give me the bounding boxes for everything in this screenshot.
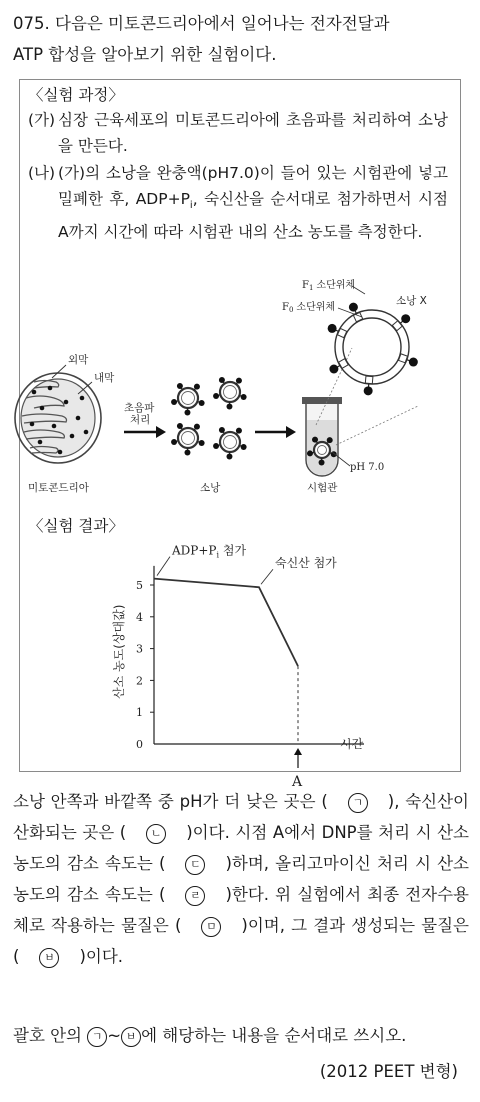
y-tick-label: 4 — [136, 610, 143, 624]
circled-mark-start: ㄱ — [87, 1027, 107, 1047]
y-axis-label: 산소 농도(상대값) — [112, 604, 126, 699]
y-tick-label: 5 — [136, 579, 143, 592]
f1-label: $F_1$ 소단위체 — [302, 280, 356, 292]
instruction-tilde: ~ — [107, 1026, 122, 1045]
annotation-adp: $ADP+P_i$ 첨가 — [172, 543, 247, 560]
step-a-text: 심장 근육세포의 미토콘드리아에 초음파를 처리하여 소낭을 만든다. — [58, 111, 448, 155]
paragraph-text-4: )하며, 올리고마이신 처리 시 산소 농도의 감소 속도는 ( — [13, 854, 470, 904]
y-tick-label: 1 — [136, 706, 143, 720]
up-arrow-icon — [294, 748, 302, 755]
question-text-line2: ATP 합성을 알아보기 위한 실험이다. — [13, 45, 277, 64]
sonication-label-line1: 초음파 — [124, 402, 155, 414]
marker-label: A — [292, 774, 303, 790]
process-header: 〈실험 과정〉 — [28, 86, 124, 104]
question-paragraph — [13, 786, 469, 972]
blank-6 — [19, 941, 79, 972]
inner-membrane-label: 내막 — [94, 372, 115, 384]
test-tube-label: 시험관 — [307, 482, 338, 494]
oxygen-chart — [20, 80, 460, 790]
circled-mark-2: ㄴ — [146, 824, 166, 844]
source-citation: (2012 PEET 변형) — [319, 1062, 458, 1081]
step-b-text-post: , 숙신산을 순서대로 첨가하면서 시점 A까지 시간에 따라 시험관 내의 산소 농도를 측정한다. — [58, 190, 448, 242]
paragraph-text-7: )이다. — [79, 947, 123, 966]
sonication-label-line2: 처리 — [130, 414, 151, 426]
instruction — [13, 1022, 406, 1047]
blank-2 — [126, 817, 186, 848]
mitochondria-label: 미토콘드리아 — [28, 482, 89, 494]
circled-mark-1: ㄱ — [348, 793, 368, 813]
circled-mark-5: ㅁ — [201, 917, 221, 937]
step-b-text-pre: (가)의 소낭을 완충액(pH7.0)이 들어 있는 시험관에 넣고 밀폐한 후, ADP+P — [58, 164, 448, 208]
paragraph-text-6: )이며, 그 결과 생성되는 물질은 ( — [13, 916, 469, 966]
circled-mark-4: ㄹ — [185, 886, 205, 906]
annotation-succinate: 숙신산 첨가 — [275, 556, 337, 571]
y-tick-label: 3 — [136, 642, 143, 656]
y-tick-label: 2 — [136, 674, 143, 688]
paragraph-text-2: ), 숙신산이 산화되는 곳은 ( — [13, 792, 469, 842]
blank-4 — [165, 879, 225, 910]
vesicle-x-label: 소낭 X — [396, 295, 427, 307]
question-stem — [13, 8, 469, 70]
f0-label: $F_0$ 소단위체 — [282, 302, 336, 314]
blank-5 — [181, 910, 241, 941]
circled-mark-end: ㅂ — [121, 1027, 141, 1047]
step-b-sub: i — [189, 200, 193, 212]
result-header: 〈실험 결과〉 — [28, 517, 124, 535]
question-text-line1: 다음은 미토콘드리아에서 일어나는 전자전달과 — [55, 14, 390, 33]
blank-1 — [328, 786, 388, 817]
ph-label: pH 7.0 — [350, 462, 385, 473]
x-axis-label: 시간 — [340, 737, 364, 751]
step-b-label: (나) — [28, 164, 56, 182]
chart-plot — [111, 543, 364, 790]
vesicle-label: 소낭 — [200, 482, 221, 494]
paragraph-text-3: )이다. 시점 A에서 DNP를 처리 시 산소 농도의 감소 속도는 ( — [13, 823, 469, 873]
step-a-label: (가) — [28, 111, 56, 129]
circled-mark-6: ㅂ — [39, 948, 59, 968]
experiment-box — [19, 79, 461, 790]
outer-membrane-label: 외막 — [68, 354, 89, 366]
paragraph-text-1: 소낭 안쪽과 바깥쪽 중 pH가 더 낮은 곳은 ( — [13, 792, 328, 811]
oxygen-line — [154, 579, 298, 666]
origin-label: 0 — [136, 738, 143, 751]
instruction-pre: 괄호 안의 — [13, 1026, 88, 1045]
blank-3 — [165, 848, 225, 879]
circled-mark-3: ㄷ — [185, 855, 205, 875]
instruction-post: 에 해당하는 내용을 순서대로 쓰시오. — [141, 1026, 407, 1045]
question-number: 075. — [13, 14, 50, 33]
paragraph-text-5: )한다. 위 실험에서 최종 전자수용체로 작용하는 물질은 ( — [13, 885, 470, 935]
